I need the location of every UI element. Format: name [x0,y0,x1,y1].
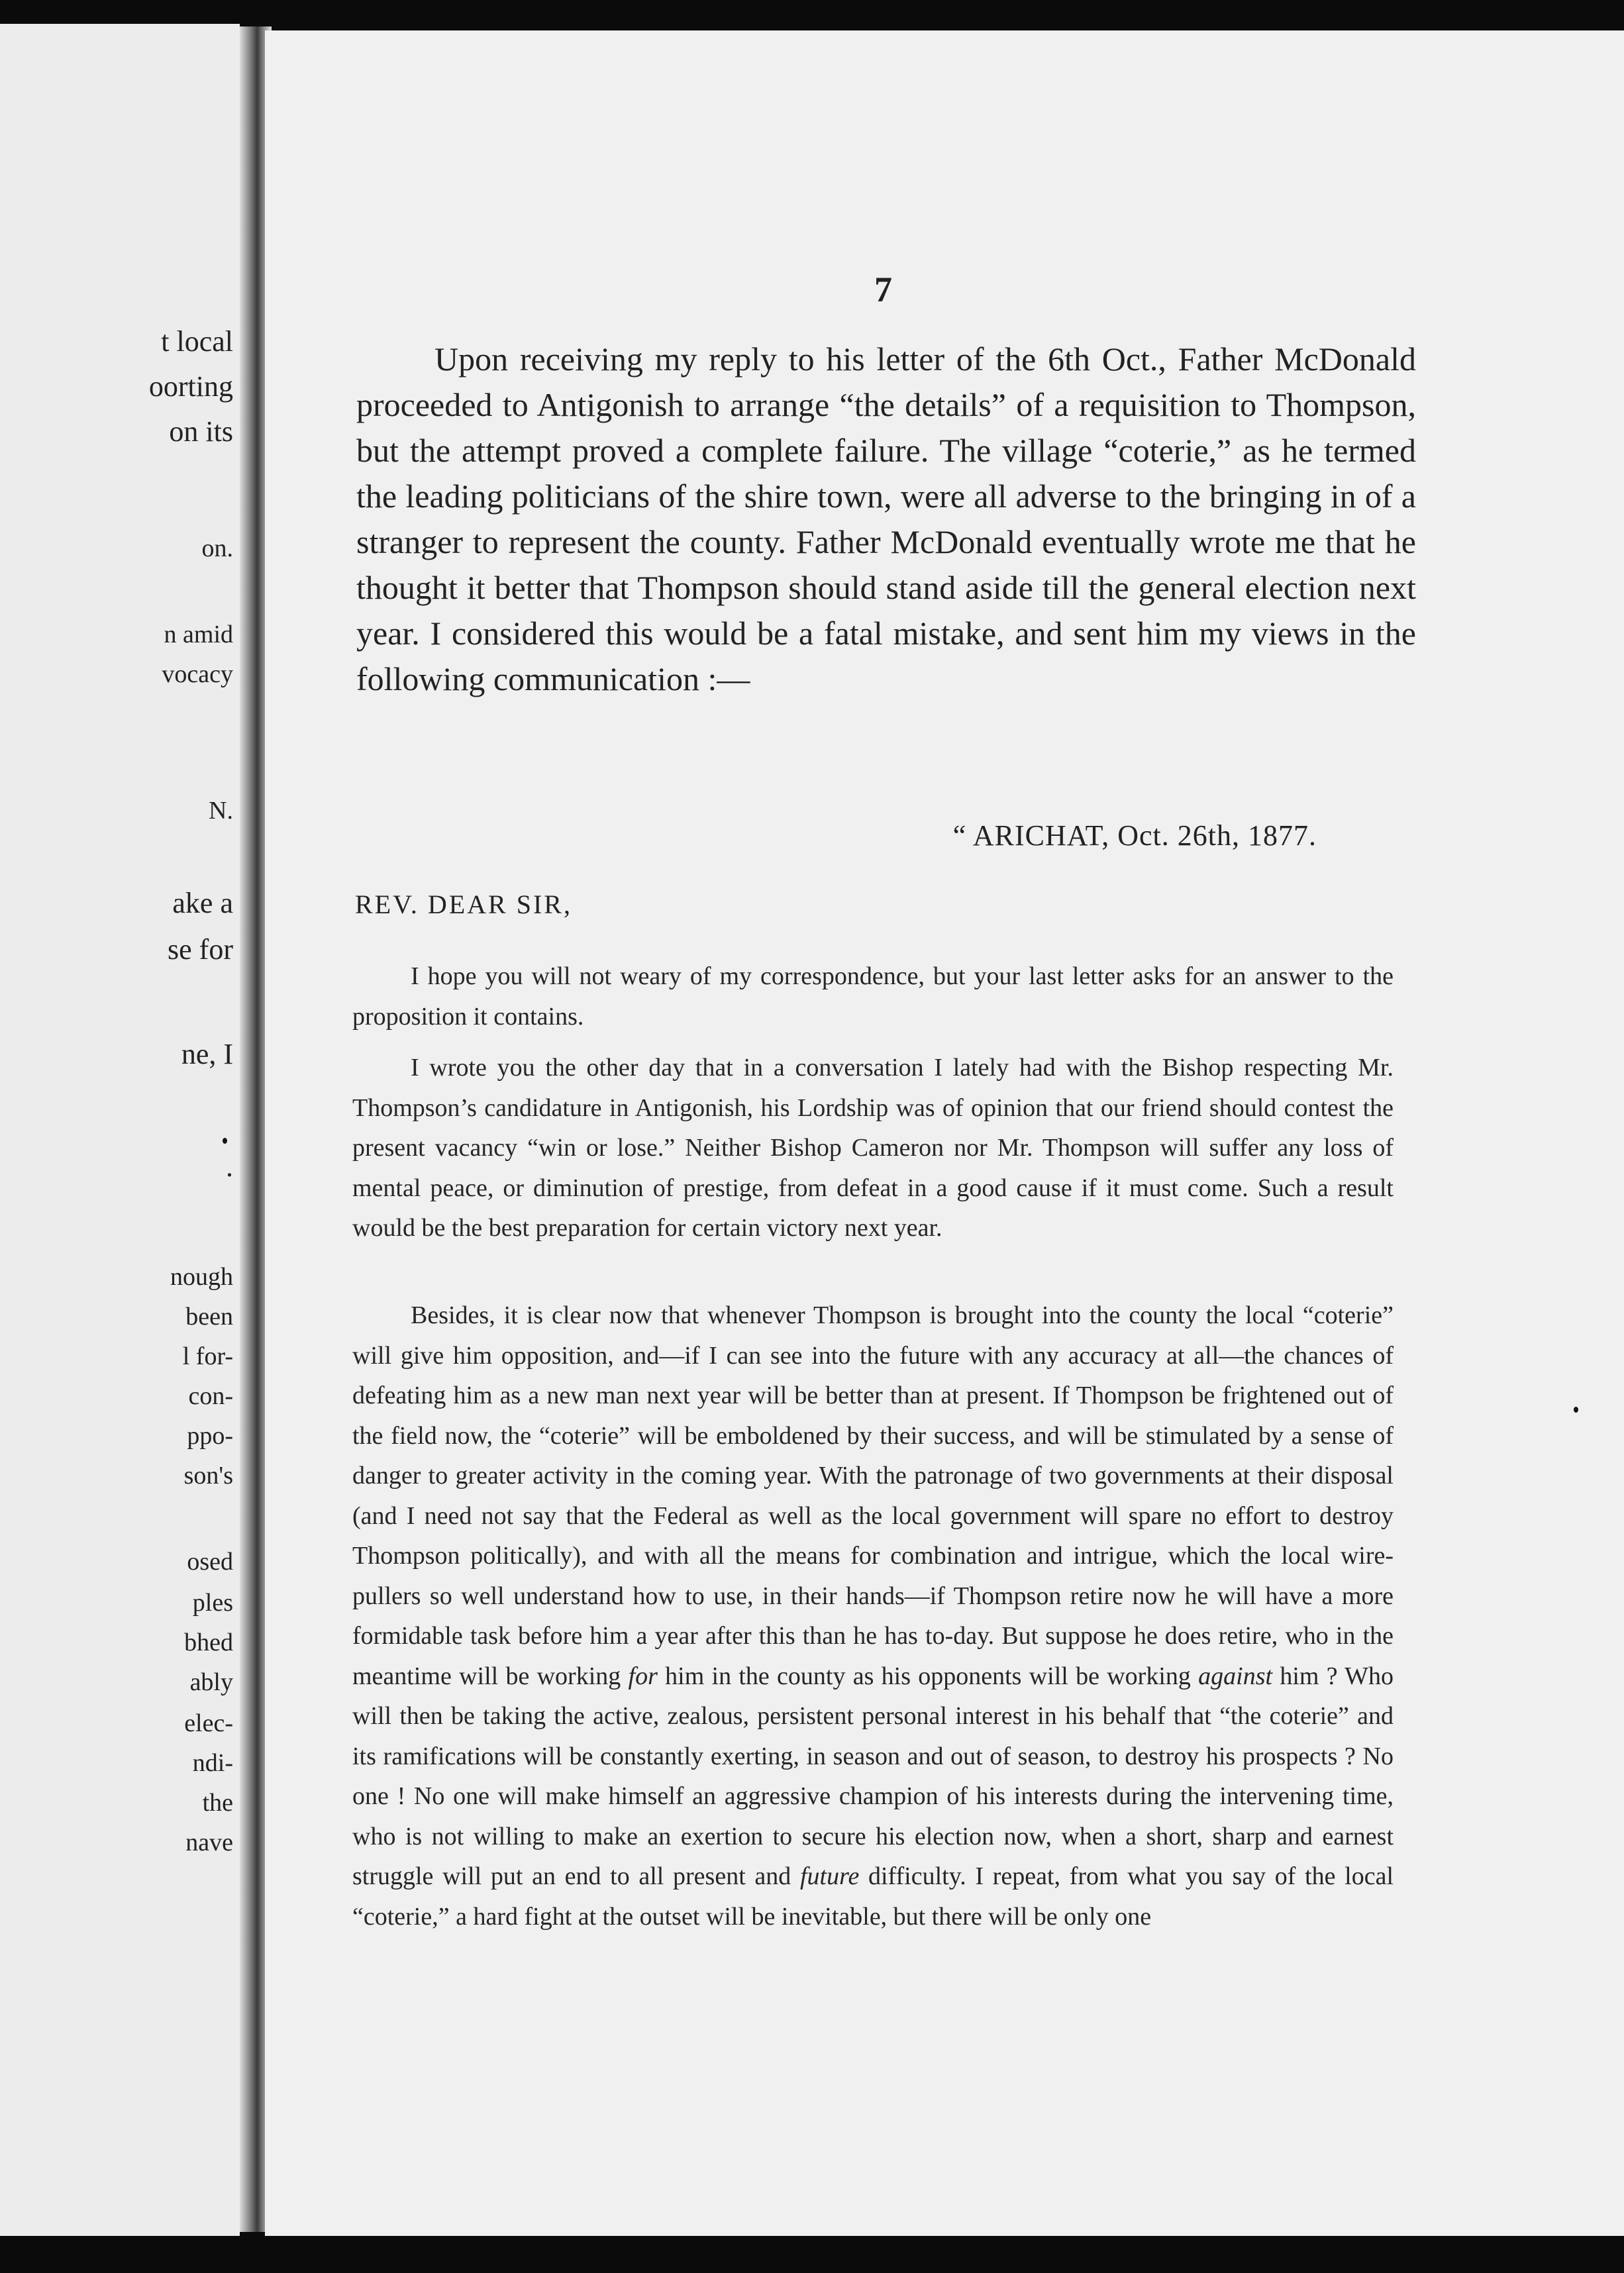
ink-speck [1574,1407,1578,1413]
left-fragment: n amid [164,621,233,648]
left-fragment: t local [161,325,233,358]
left-fragment: oorting [148,370,233,403]
left-fragment: . [226,1150,233,1183]
left-fragment: elec- [184,1709,233,1737]
left-fragment: ably [189,1668,233,1696]
left-fragment: se for [168,933,233,966]
letter-salutation: REV. DEAR SIR, [355,889,572,919]
left-fragment: l for- [182,1342,233,1370]
emphasis-text: future [799,1862,860,1890]
letter-paragraph [352,1295,1394,1937]
emphasis-text: against [1198,1662,1273,1690]
letter-dateline: “ ARICHAT, Oct. 26th, 1877. [952,819,1317,852]
letter-paragraph: I wrote you the other day that in a conversation I lately had with the Bishop respecting Mr. Thompson’s candidature in Antigonish, his Lordship was of opinion that our friend should contest the present vacancy “win or lose.” Neither Bishop Cameron nor Mr. Thompson will suffer any loss of mental peace, or diminution of prestige, from defeat in a good cause if it must come. Such a result would be the best preparation for certain victory next year. [352,1054,1394,1242]
body-paragraph: Upon receiving my reply to his letter of the 6th Oct., Father McDonald proceeded to Antigonish to arrange “the details” of a requisition to Thompson, but the attempt proved a complete failure. The village “coterie,” as he termed the leading politicians of the shire town, were all adverse to the bringing in of a stranger to represent the county. Father McDonald eventually wrote me that he thought it better that Thompson should stand aside till the general election next year. I considered this would be a fatal mistake, and sent him my views in the following communication :— [356,340,1416,697]
left-fragment: ndi- [192,1749,233,1777]
left-facing-page [0,24,240,2236]
letter-text: Besides, it is clear now that whenever Thompson is brought into the county the local “coterie” will give him opposition, and—if I can see into the future with any accuracy at all—the chances of defeating him as a new man next year will be better than at present. If Thompson be frightened out of the field now, the “coterie” will be emboldened by their success, and will be stimulated by a sense of danger to greater activity in the coming year. With the patronage of two governments at their disposal (and I need not say that the Federal as well as the local government will spare no effort to destroy Thompson politically), and with all the means for combination and intrigue, which the local wire-pullers so well understand how to use, in their hands—if Thompson retire now he will have a more formidable task before him a year after this than he has to-day. But suppose he does retire, who in the meantime will be working [352,1301,1394,1690]
left-fragment: N. [209,797,233,825]
left-fragment: ne, I [181,1038,233,1070]
page-number: 7 [874,270,892,309]
left-fragment: vocacy [162,660,233,688]
left-fragment: ake a [172,887,233,919]
letter-text: difficulty. I repeat, from what you say of the local “coterie,” a hard fight at the outset will be inevitable, but there will be only one [352,1862,1394,1931]
letter-text: him in the county as his opponents will be working [665,1662,1191,1690]
left-fragment: osed [187,1548,233,1576]
left-fragment: on its [169,415,233,448]
main-page [265,30,1624,2236]
left-fragment: nough [170,1263,233,1291]
left-fragment: bhed [184,1629,233,1656]
left-fragment: been [185,1303,233,1331]
letter-text: him ? Who will then be taking the active, zealous, persistent personal interest in his behalf that “the coterie” and its ramifications will be constantly exerting, in season and out of season, to destroy his prospects ? No one ! No one will make himself an aggressive champion of his interests during the intervening time, who is not willing to make an exertion to secure his election now, when a short, sharp and earnest struggle will put an end to all present and [352,1662,1394,1890]
emphasis-text: for [628,1662,658,1690]
letter-paragraph: I hope you will not weary of my correspondence, but your last letter asks for an answer to the proposition it contains. [352,962,1394,1031]
left-fragment: con- [188,1382,233,1410]
left-fragment: ppo- [187,1422,233,1450]
left-fragment: son's [183,1462,233,1490]
left-fragment: on. [201,534,233,562]
left-fragment: nave [185,1829,233,1856]
left-fragment: the [202,1789,233,1817]
ink-speck [223,1138,227,1144]
left-fragment: ples [192,1589,233,1617]
